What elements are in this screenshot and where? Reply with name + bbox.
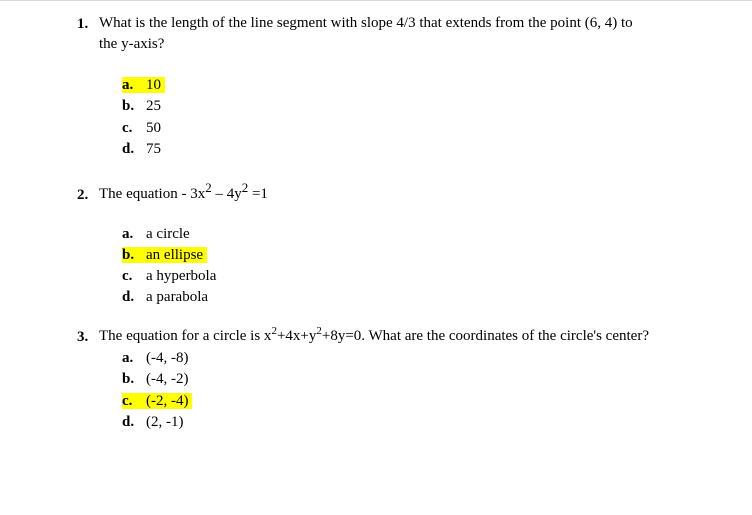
option-letter: c.	[122, 120, 133, 136]
page-top-border	[0, 0, 752, 1]
question-number: 2.	[77, 187, 89, 203]
question-text-line: What is the length of the line segment with slope 4/3 that extends from the point (6, 4) to	[99, 15, 633, 31]
exponent: 2	[316, 325, 322, 337]
option-text: 25	[146, 98, 161, 114]
answer-option[interactable]	[122, 139, 161, 159]
exponent: 2	[205, 180, 212, 195]
option-text: (-4, -8)	[146, 350, 189, 366]
option-text: a circle	[146, 226, 190, 242]
equation-text: +4x+y	[276, 328, 317, 344]
option-letter: d.	[122, 289, 135, 305]
answer-option[interactable]	[122, 75, 165, 95]
option-text: (2, -1)	[146, 414, 184, 430]
answer-option[interactable]	[122, 96, 161, 116]
exponent: 2	[241, 180, 249, 195]
option-text: a parabola	[146, 289, 209, 305]
question-text	[99, 180, 699, 205]
question-text	[99, 13, 699, 55]
option-letter: c.	[122, 393, 133, 409]
option-letter: b.	[122, 247, 135, 263]
equation-text: The equation - 3x	[99, 186, 206, 202]
answer-option[interactable]	[122, 266, 216, 286]
option-text: a hyperbola	[146, 268, 217, 284]
highlighted-answer	[122, 393, 192, 409]
option-text: 10	[146, 77, 161, 93]
question-text	[99, 326, 739, 347]
answer-option[interactable]	[122, 348, 188, 368]
option-letter: c.	[122, 268, 133, 284]
answer-option[interactable]	[122, 369, 188, 389]
question-number: 1.	[77, 16, 89, 32]
equation-text: – 4y	[211, 186, 242, 202]
option-text: an ellipse	[146, 247, 204, 263]
highlighted-answer	[122, 247, 207, 263]
question-number: 3.	[77, 329, 89, 345]
highlighted-answer	[122, 77, 165, 93]
option-letter: b.	[122, 98, 135, 114]
question-text-line: the y-axis?	[99, 36, 165, 52]
option-letter: a.	[122, 77, 134, 93]
answer-option[interactable]	[122, 118, 161, 138]
option-letter: a.	[122, 350, 134, 366]
option-text: 50	[146, 120, 161, 136]
option-letter: a.	[122, 226, 134, 242]
equation-text: =1	[248, 186, 268, 202]
equation-text: The equation for a circle is x	[99, 328, 272, 344]
equation-text: +8y=0. What are the coordinates of the circle's center?	[321, 328, 649, 344]
answer-option[interactable]	[122, 245, 207, 265]
exponent: 2	[271, 325, 277, 337]
option-text: (-2, -4)	[146, 393, 189, 409]
option-letter: d.	[122, 414, 135, 430]
option-letter: d.	[122, 141, 135, 157]
answer-option[interactable]	[122, 287, 208, 307]
answer-option[interactable]	[122, 412, 184, 432]
option-letter: b.	[122, 371, 135, 387]
answer-option[interactable]	[122, 391, 192, 411]
option-text: 75	[146, 141, 161, 157]
option-text: (-4, -2)	[146, 371, 189, 387]
answer-option[interactable]	[122, 224, 190, 244]
